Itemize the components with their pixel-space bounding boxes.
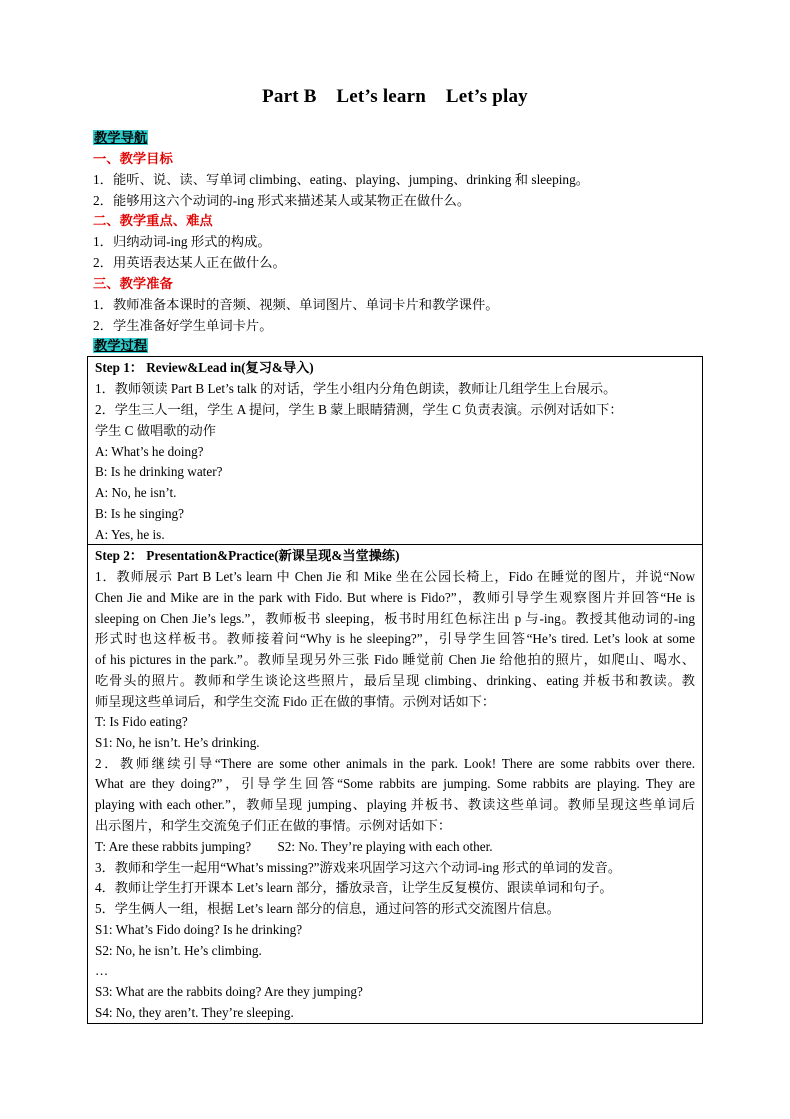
step2-line: S1: No, he isn’t. He’s drinking. <box>95 735 260 750</box>
preparation-item: 1．教师准备本课时的音频、视频、单词图片、单词卡片和教学课件。 <box>93 297 499 312</box>
step2-line: 出示图片，和学生交流兔子们正在做的事情。示例对话如下： <box>95 818 452 833</box>
step1-line: 1．教师领读 Part B Let’s talk 的对话，学生小组内分角色朗读，教师让几组学生上台展示。 <box>95 381 617 396</box>
step2-line: S4: No, they aren’t. They’re sleeping. <box>95 1005 294 1020</box>
step1-line: 2．学生三人一组，学生 A 提问，学生 B 蒙上眼睛猜测，学生 C 负责表演。示例对话如下： <box>95 402 623 417</box>
step2-line: S2: No, he isn’t. He’s climbing. <box>95 943 262 958</box>
keypoint-item: 1．归纳动词-ing 形式的构成。 <box>93 234 271 249</box>
objective-item: 2．能够用这六个动词的-ing 形式来描述某人或某物正在做什么。 <box>93 193 471 208</box>
row-divider <box>88 544 702 545</box>
step2-line: of his pictures in the park.”。教师呈现另外三张 Fido 睡觉前 Chen Jie 给他拍的照片，如爬山、喝水、 <box>95 652 695 667</box>
objective-item: 1．能听、说、读、写单词 climbing、eating、playing、jumping、drinking 和 sleeping。 <box>93 172 590 187</box>
step1-line: A: What’s he doing? <box>95 444 204 459</box>
step2-line: 3．教师和学生一起用“What’s missing?”游戏来巩固学习这六个动词-ing 形式的单词的发音。 <box>95 860 622 875</box>
step1-line: 学生 C 做唱歌的动作 <box>95 423 216 438</box>
process-table <box>87 356 703 1024</box>
step2-line: 4．教师让学生打开课本 Let’s learn 部分，播放录音，让学生反复模仿、跟读单词和句子。 <box>95 880 613 895</box>
step2-line: T: Is Fido eating? <box>95 714 188 729</box>
step1-line: B: Is he singing? <box>95 506 185 521</box>
keypoints-heading: 二、教学重点、难点 <box>93 213 213 228</box>
preparation-heading: 三、教学准备 <box>93 276 173 291</box>
step2-line: T: Are these rabbits jumping? S2: No. They’re playing with each other. <box>95 839 493 854</box>
step2-line: 师呈现这些单词后，和学生交流 Fido 正在做的事情。示例对话如下： <box>95 694 496 709</box>
process-heading: 教学过程 <box>94 338 148 353</box>
step1-line: A: No, he isn’t. <box>95 485 177 500</box>
step2-line: 形式时也这样板书。教师接着问“Why is he sleeping?”，引导学生回答“He’s tired. Let’s look at some <box>95 631 695 646</box>
nav-heading: 教学导航 <box>94 130 148 145</box>
step2-line: S3: What are the rabbits doing? Are they jumping? <box>95 984 363 999</box>
step2-line: … <box>95 963 109 978</box>
step2-line: 吃骨头的照片。教师和学生谈论这些照片，最后呈现 climbing、drinking、eating 并板书和教读。教 <box>95 673 695 688</box>
step2-line: 2．教师继续引导“There are some other animals in the park. Look! There are some rabbits over there. <box>95 756 695 771</box>
keypoint-item: 2．用英语表达某人正在做什么。 <box>93 255 286 270</box>
step1-line: B: Is he drinking water? <box>95 464 223 479</box>
preparation-item: 2．学生准备好学生单词卡片。 <box>93 318 273 333</box>
step2-line: sleeping on Chen Jie’s legs.”，教师板书 sleeping，板书时用红色标注出 p 与-ing。教授其他动词的-ing <box>95 611 695 626</box>
step2-line: 5．学生俩人一组，根据 Let’s learn 部分的信息，通过问答的形式交流图片信息。 <box>95 901 560 916</box>
step2-line: Chen Jie and Mike are in the park with Fido. But where is Fido?”，教师引导学生观察图片并回答“He is <box>95 590 695 605</box>
step2-title: Step 2： Presentation&Practice(新课呈现&当堂操练) <box>95 548 400 563</box>
step2-line: S1: What’s Fido doing? Is he drinking? <box>95 922 303 937</box>
step2-line: What are they doing?”，引导学生回答“Some rabbits are jumping. Some rabbits are playing. They are <box>95 776 695 791</box>
step1-line: A: Yes, he is. <box>95 527 165 542</box>
page-title: Part B Let’s learn Let’s play <box>262 86 528 107</box>
objectives-heading: 一、教学目标 <box>93 151 173 166</box>
step1-title: Step 1： Review&Lead in(复习&导入) <box>95 360 314 375</box>
step2-line: 1．教师展示 Part B Let’s learn 中 Chen Jie 和 Mike 坐在公园长椅上，Fido 在睡觉的图片，并说“Now <box>95 569 695 584</box>
step2-line: playing with each other.”，教师呈现 jumping、playing 并板书、教读这些单词。教师呈现这些单词后 <box>95 797 695 812</box>
